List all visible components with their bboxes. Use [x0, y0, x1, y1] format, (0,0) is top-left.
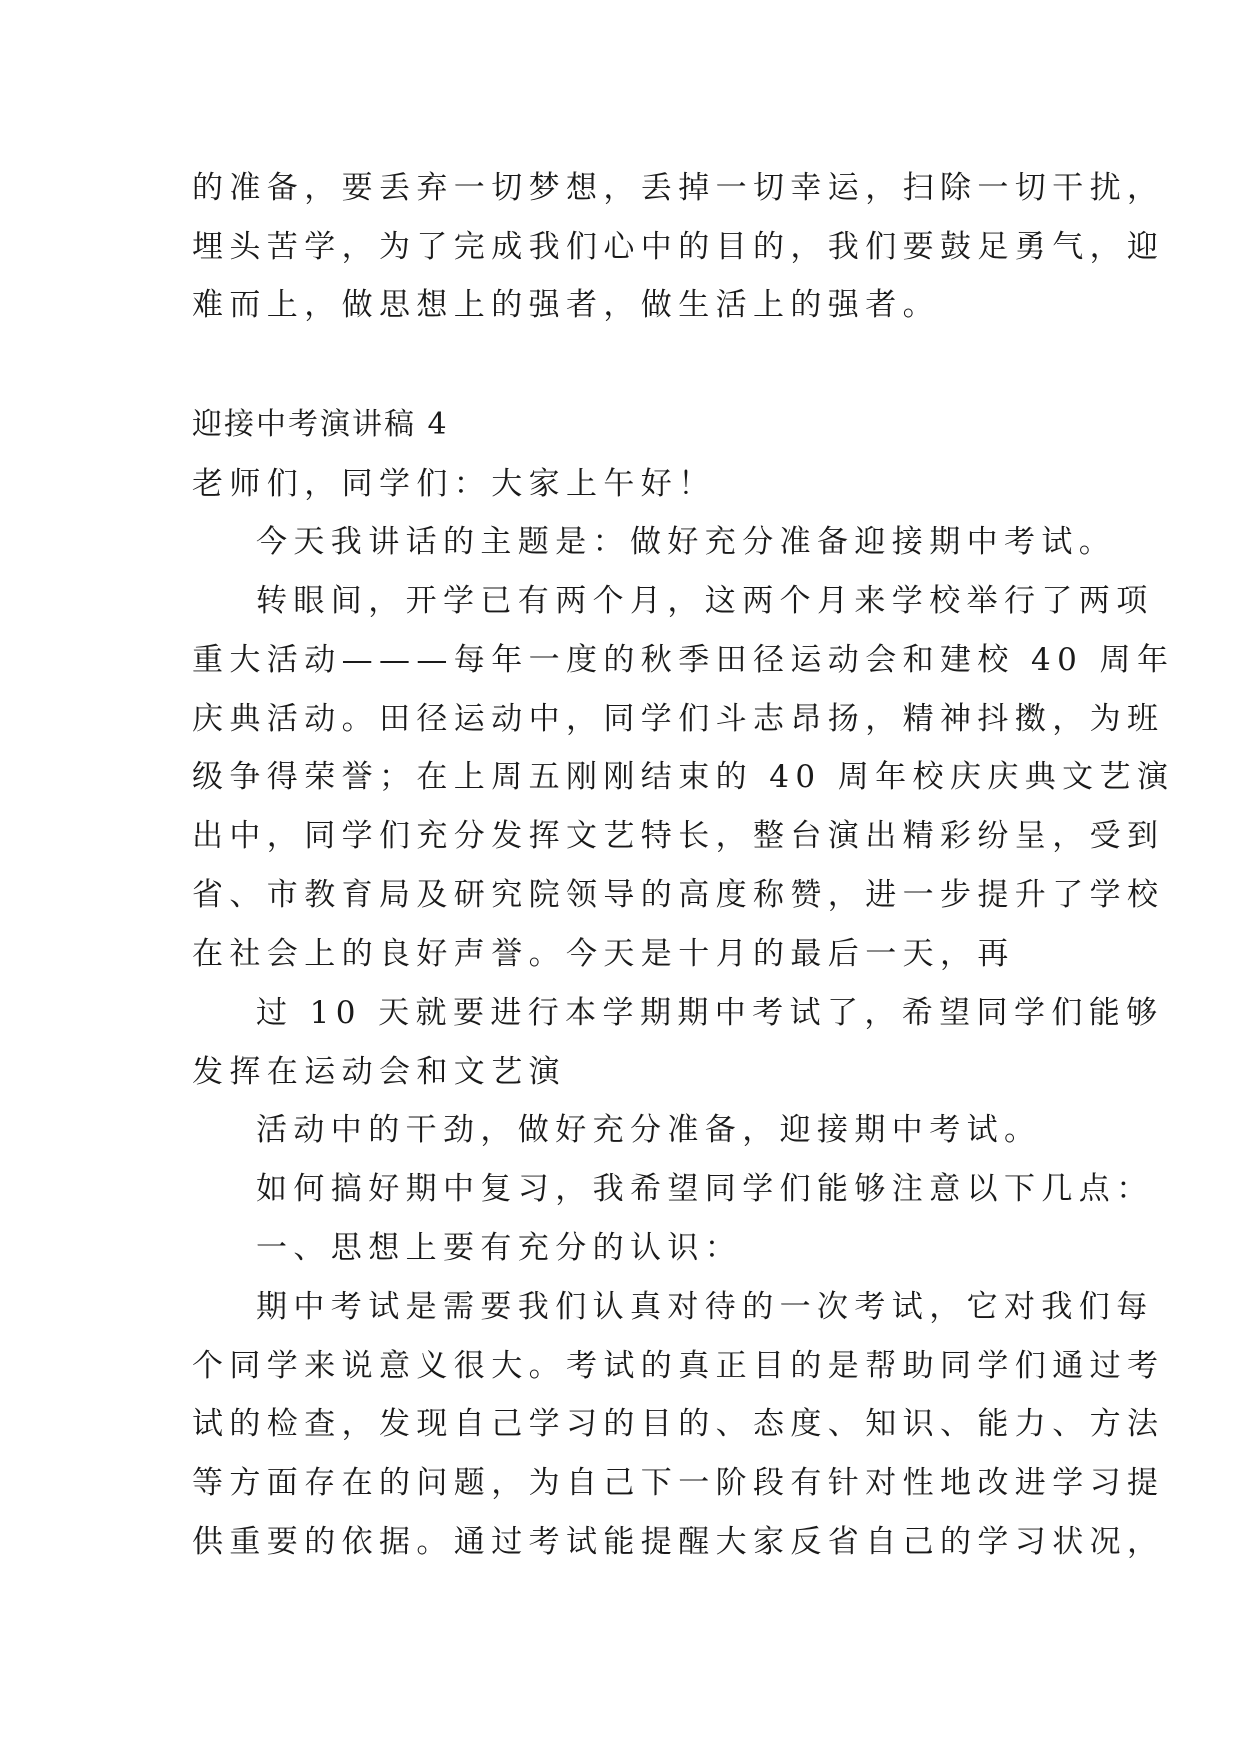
- paragraph-line: 供重要的依据。通过考试能提醒大家反省自己的学习状况，: [192, 1524, 1165, 1560]
- paragraph-line: 发挥在运动会和文艺演: [192, 1054, 566, 1090]
- paragraph-line: 个同学来说意义很大。考试的真正目的是帮助同学们通过考: [192, 1348, 1165, 1384]
- paragraph-line: 级争得荣誉；在上周五刚刚结束的 40 周年校庆庆典文艺演: [192, 759, 1175, 795]
- paragraph-line: 期中考试是需要我们认真对待的一次考试，它对我们每: [256, 1289, 1154, 1325]
- paragraph-line: 难而上，做思想上的强者，做生活上的强者。: [192, 287, 940, 323]
- paragraph-line: 重大活动———每年一度的秋季田径运动会和建校 40 周年: [192, 642, 1175, 678]
- paragraph-line: 今天我讲话的主题是：做好充分准备迎接期中考试。: [256, 524, 1117, 560]
- paragraph-line: 庆典活动。田径运动中，同学们斗志昂扬，精神抖擞，为班: [192, 701, 1165, 737]
- greeting-line: 老师们，同学们：大家上午好！: [192, 466, 716, 502]
- subheading-line: 一、思想上要有充分的认识：: [256, 1230, 743, 1266]
- paragraph-line: 试的检查，发现自己学习的目的、态度、知识、能力、方法: [192, 1406, 1165, 1442]
- paragraph-line: 转眼间，开学已有两个月，这两个月来学校举行了两项: [256, 583, 1154, 619]
- paragraph-line: 出中，同学们充分发挥文艺特长，整台演出精彩纷呈，受到: [192, 818, 1165, 854]
- paragraph-line: 埋头苦学，为了完成我们心中的目的，我们要鼓足勇气，迎: [192, 229, 1165, 265]
- paragraph-line: 在社会上的良好声誉。今天是十月的最后一天，再: [192, 936, 1015, 972]
- paragraph-line: 活动中的干劲，做好充分准备，迎接期中考试。: [256, 1112, 1042, 1148]
- paragraph-line: 省、市教育局及研究院领导的高度称赞，进一步提升了学校: [192, 877, 1165, 913]
- paragraph-line: 如何搞好期中复习，我希望同学们能够注意以下几点：: [256, 1171, 1154, 1207]
- paragraph-line: 等方面存在的问题，为自己下一阶段有针对性地改进学习提: [192, 1465, 1165, 1501]
- section-heading: 迎接中考演讲稿 4: [192, 407, 449, 442]
- paragraph-line: 过 10 天就要进行本学期期中考试了，希望同学们能够: [256, 995, 1164, 1031]
- paragraph-line: 的准备，要丢弃一切梦想，丢掉一切幸运，扫除一切干扰，: [192, 170, 1165, 206]
